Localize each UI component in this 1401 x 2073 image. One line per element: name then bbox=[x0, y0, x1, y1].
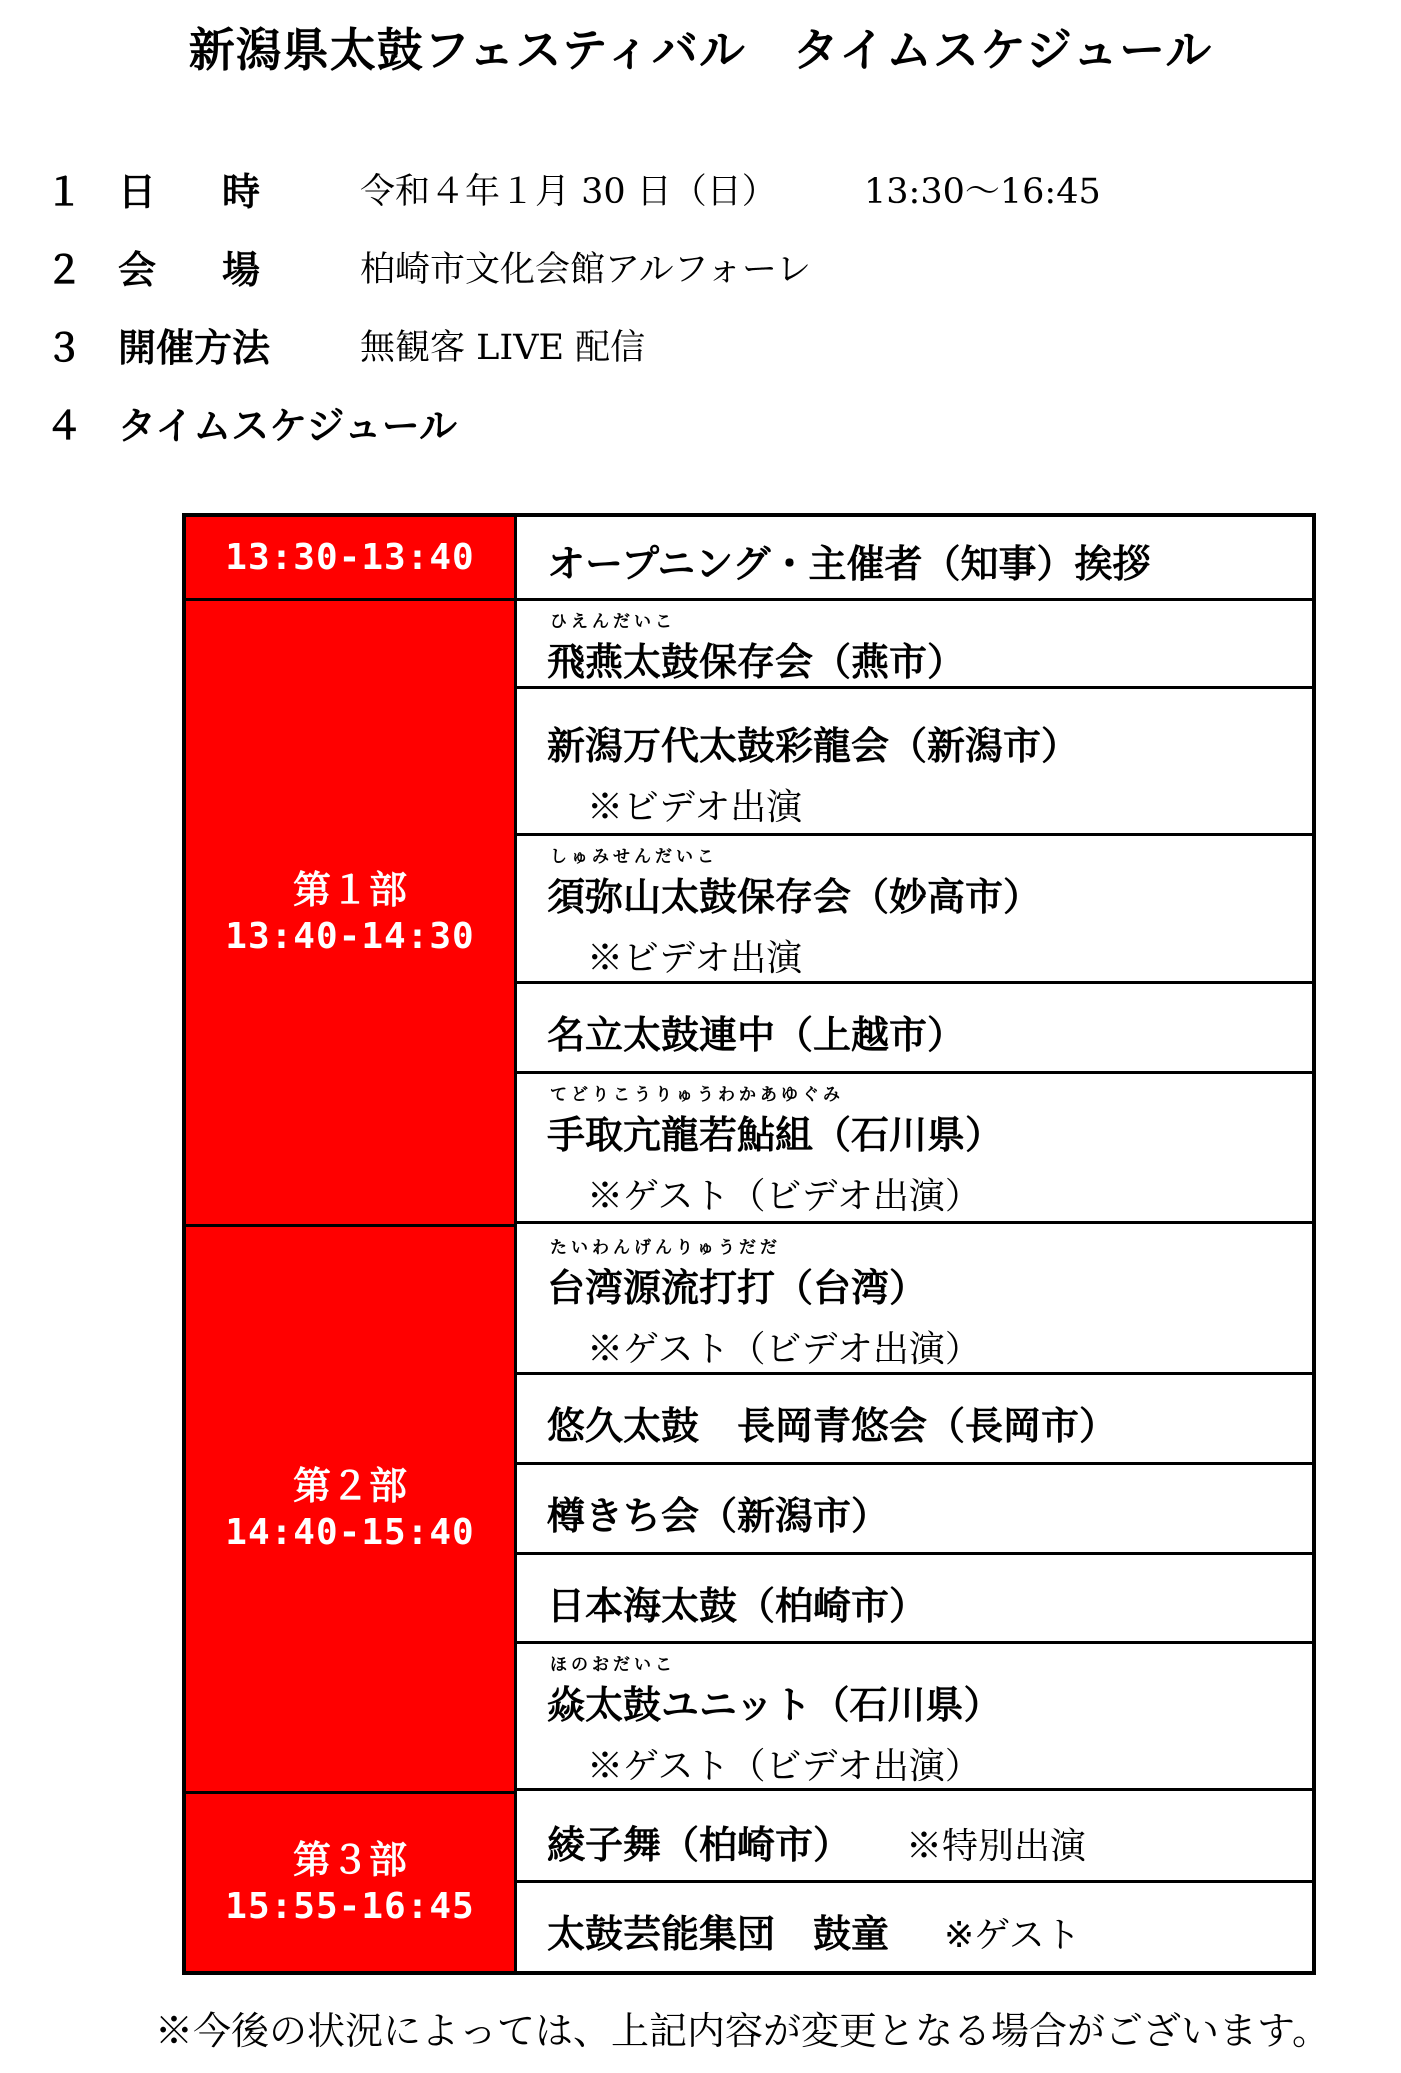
info-label: タイムスケジュール bbox=[118, 404, 457, 448]
act-note: ※ゲスト（ビデオ出演） bbox=[587, 1329, 981, 1370]
act-note: ※ゲスト（ビデオ出演） bbox=[587, 1746, 981, 1787]
info-value: 無観客 LIVE 配信 bbox=[360, 328, 646, 368]
part-label: 第３部 bbox=[292, 1837, 407, 1882]
act-name: 焱太鼓ユニット（石川県） bbox=[547, 1683, 1002, 1727]
furigana: てどりこうりゅうわかあゆぐみ bbox=[550, 1085, 844, 1105]
act-name: 須弥山太鼓保存会（妙高市） bbox=[547, 875, 1042, 919]
time-range: 13:40-14:30 bbox=[225, 915, 475, 957]
act-name: 手取亢龍若鮎組（石川県） bbox=[547, 1113, 1004, 1157]
footer-note: ※今後の状況によっては、上記内容が変更となる場合がございます。 bbox=[155, 2009, 1330, 2053]
act-extra: ※特別出演 bbox=[906, 1826, 1087, 1867]
info-number: ２ bbox=[45, 248, 84, 292]
act-item bbox=[517, 1227, 1312, 1375]
act-name: 日本海太鼓（柏崎市） bbox=[547, 1584, 928, 1628]
act-name bbox=[547, 1814, 1086, 1869]
info-value: 柏崎市文化会館アルフォーレ bbox=[360, 250, 812, 290]
act-item bbox=[517, 1465, 1312, 1555]
act-name-text: 太鼓芸能集団 鼓童 bbox=[547, 1912, 890, 1956]
info-row-schedule bbox=[0, 396, 1401, 456]
furigana: しゅみせんだいこ bbox=[550, 847, 718, 867]
time-range: 13:30-13:40 bbox=[225, 536, 475, 578]
part-label: 第２部 bbox=[292, 1464, 407, 1508]
act-note: ※ビデオ出演 bbox=[587, 787, 803, 828]
act-item bbox=[517, 1555, 1312, 1644]
act-name: 台湾源流打打（台湾） bbox=[547, 1266, 928, 1310]
info-number: １ bbox=[45, 170, 84, 214]
info-label: 日時 bbox=[118, 170, 327, 214]
act-item bbox=[517, 689, 1312, 836]
act-item bbox=[517, 601, 1312, 689]
act-extra: ※ゲスト bbox=[944, 1915, 1081, 1956]
act-name: 樽きち会（新潟市） bbox=[547, 1494, 890, 1538]
act-item bbox=[517, 1794, 1312, 1883]
act-item bbox=[517, 1375, 1312, 1465]
time-cell-part2 bbox=[186, 1227, 517, 1791]
info-row-method bbox=[0, 318, 1401, 378]
act-name-text: 綾子舞（柏崎市） bbox=[547, 1823, 852, 1867]
act-name: 飛燕太鼓保存会（燕市） bbox=[547, 640, 966, 684]
act-item bbox=[517, 984, 1312, 1074]
act-item bbox=[517, 1074, 1312, 1224]
time-range: 15:55-16:45 bbox=[225, 1885, 475, 1927]
schedule-table bbox=[182, 513, 1316, 1975]
act-name: オープニング・主催者（知事）挨拶 bbox=[547, 542, 1151, 586]
time-range: 14:40-15:40 bbox=[225, 1512, 475, 1553]
furigana: たいわんげんりゅうだだ bbox=[550, 1238, 781, 1258]
info-number: ４ bbox=[45, 404, 84, 448]
info-label: 開催方法 bbox=[118, 326, 271, 370]
info-row-datetime bbox=[0, 162, 1401, 222]
act-note: ※ビデオ出演 bbox=[587, 938, 803, 979]
act-name: 名立太鼓連中（上越市） bbox=[547, 1013, 966, 1057]
time-cell-part1 bbox=[186, 601, 517, 1224]
info-label: 会場 bbox=[118, 248, 327, 292]
act-name: 悠久太鼓 長岡青悠会（長岡市） bbox=[547, 1404, 1118, 1448]
info-value-time: 13:30〜16:45 bbox=[864, 172, 1101, 212]
info-row-venue bbox=[0, 240, 1401, 300]
time-cell-part3 bbox=[186, 1794, 517, 1971]
part-label: 第１部 bbox=[292, 867, 407, 912]
furigana: ひえんだいこ bbox=[550, 612, 676, 632]
act-item bbox=[517, 1644, 1312, 1791]
furigana: ほのおだいこ bbox=[550, 1655, 676, 1675]
act-item bbox=[517, 836, 1312, 984]
act-name bbox=[547, 1903, 1081, 1958]
page-title: 新潟県太鼓フェスティバル タイムスケジュール bbox=[188, 23, 1213, 77]
act-note: ※ゲスト（ビデオ出演） bbox=[587, 1176, 981, 1217]
info-value: 令和４年１月 30 日（日） bbox=[360, 172, 777, 212]
time-cell-opening bbox=[186, 517, 517, 598]
act-name: 新潟万代太鼓彩龍会（新潟市） bbox=[547, 724, 1080, 768]
act-item bbox=[517, 1883, 1312, 1971]
info-number: ３ bbox=[45, 326, 84, 370]
act-opening bbox=[517, 517, 1312, 601]
